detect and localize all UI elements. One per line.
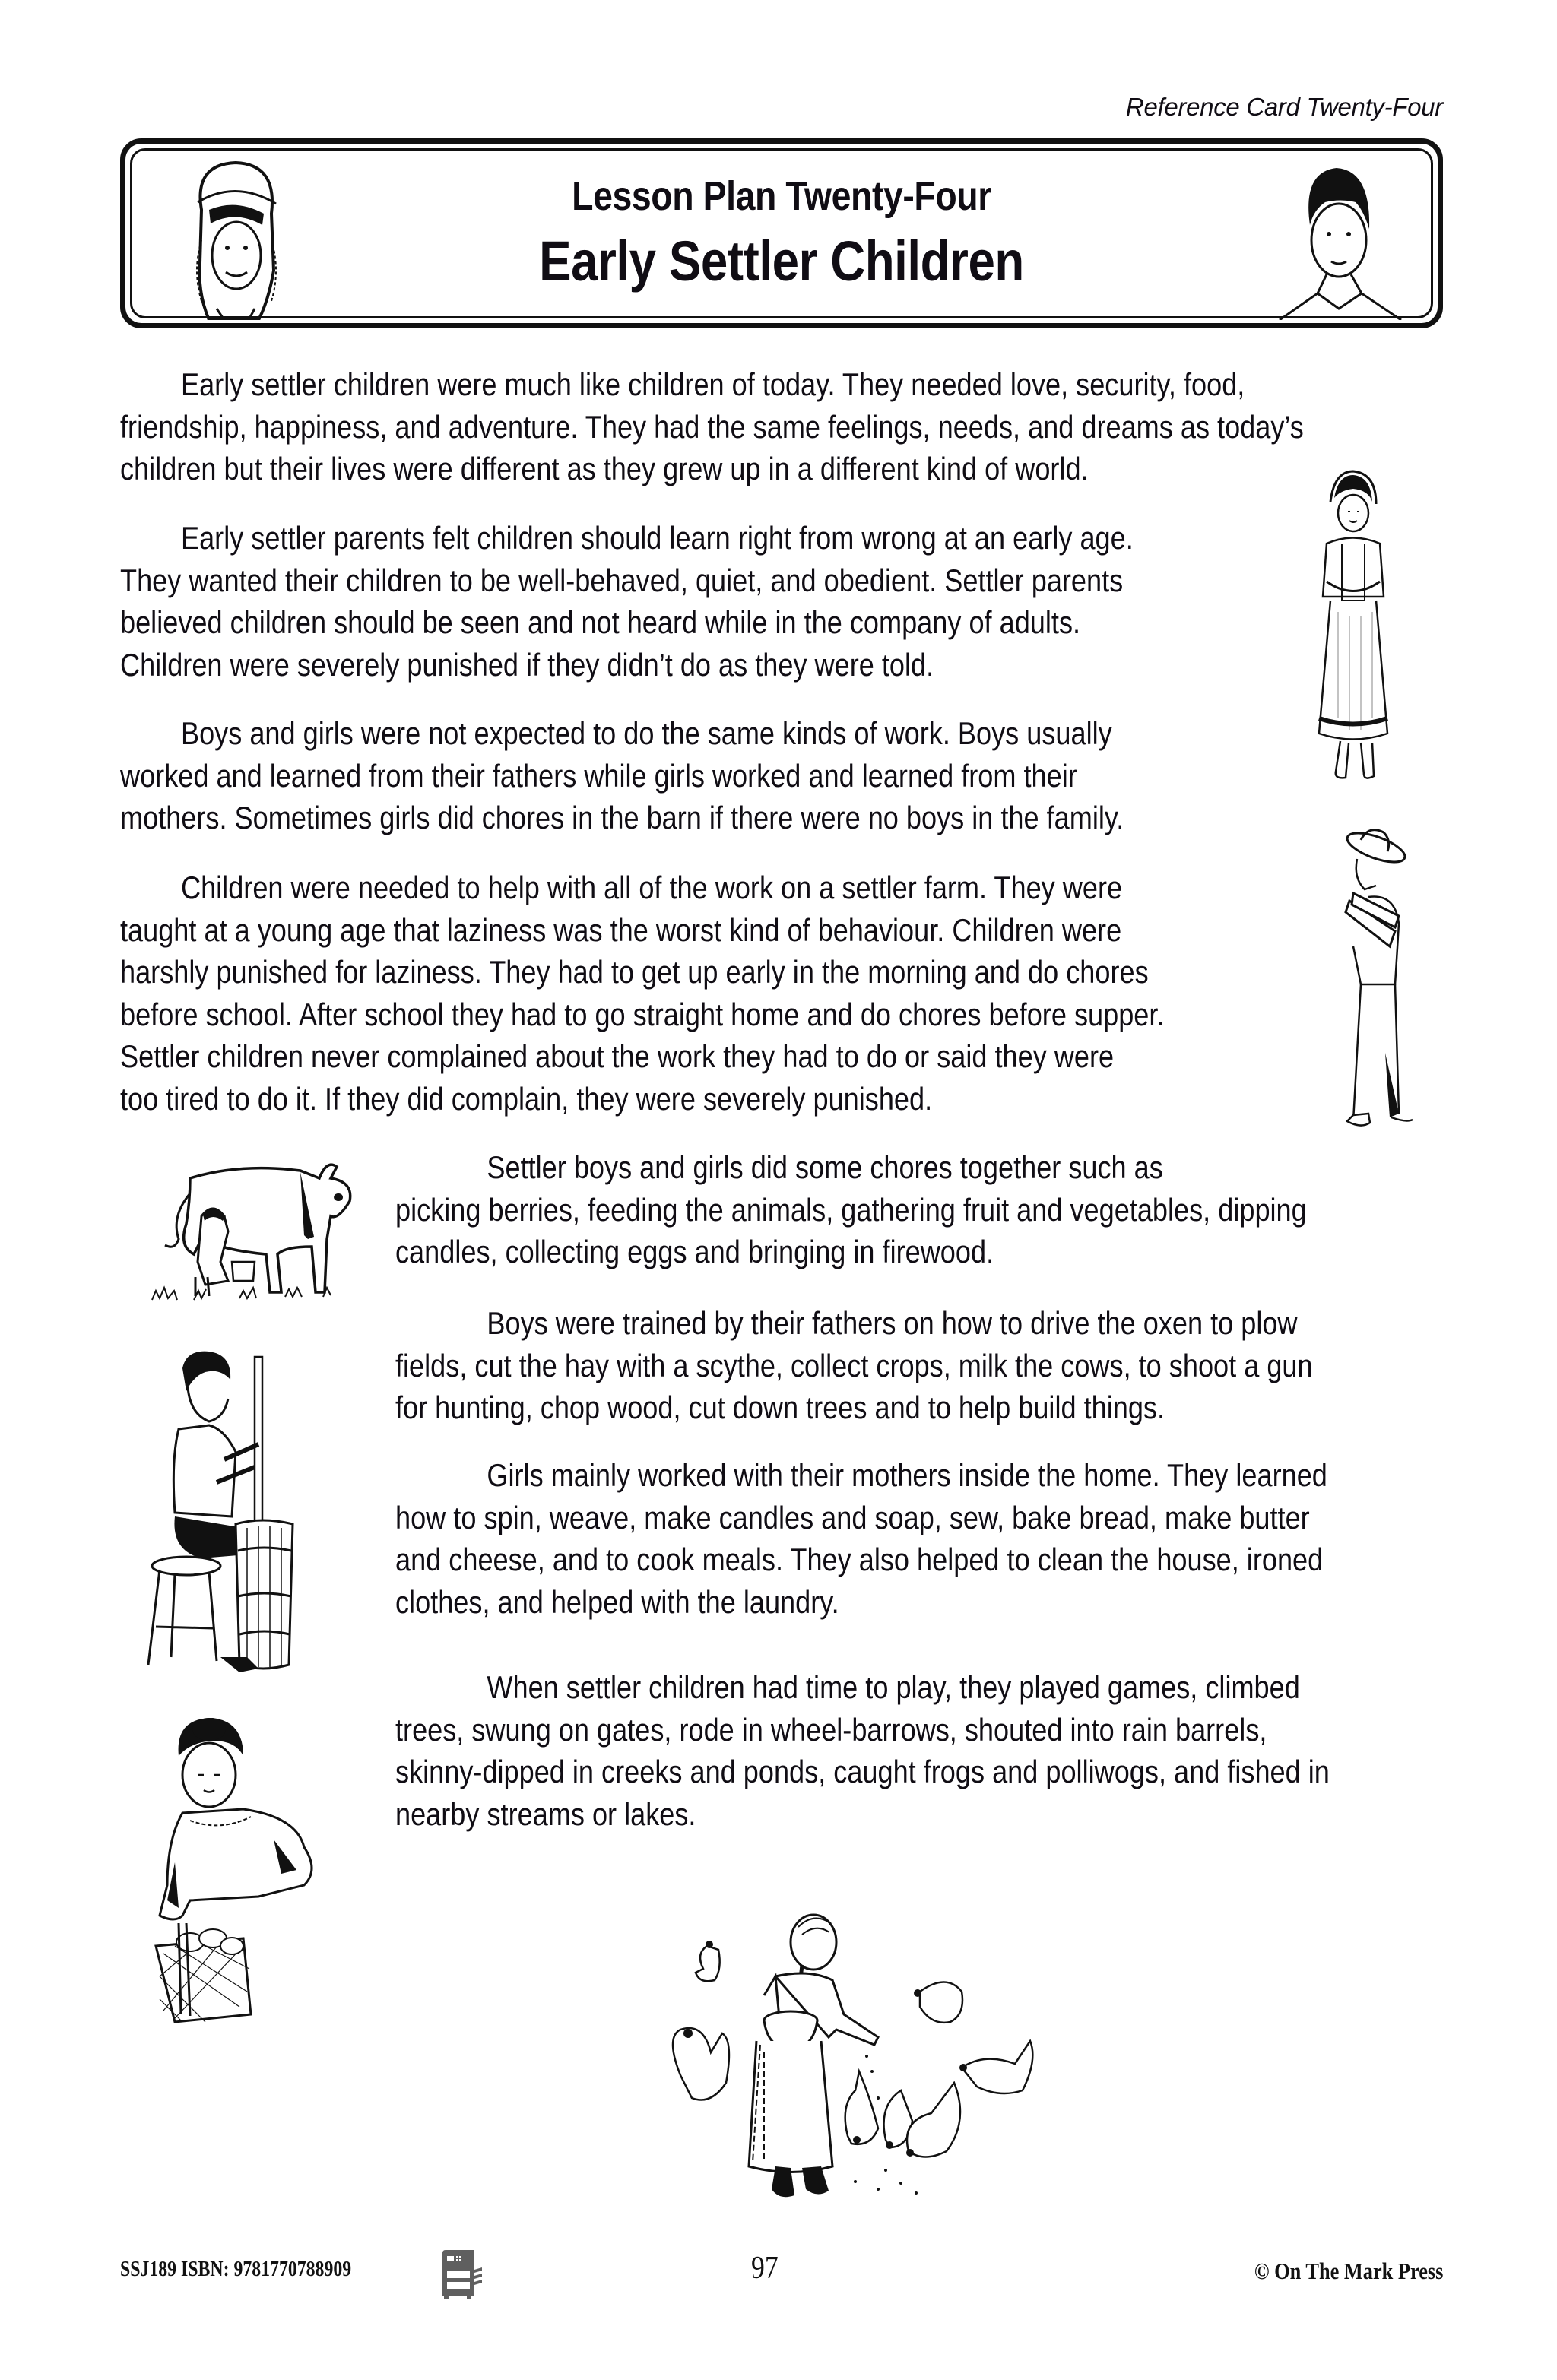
text-line: children but their lives were different as they grew up in a different kind of world. xyxy=(120,451,1089,486)
milking-cow-illustration-icon xyxy=(148,1148,361,1307)
text-line: Children were severely punished if they didn’t do as they were told. xyxy=(120,646,934,683)
text-line: clothes, and helped with the laundry. xyxy=(395,1583,839,1620)
text-line: taught at a young age that laziness was the worst kind of behaviour. Children were xyxy=(120,911,1122,948)
text-line: When settler children had time to play, they played games, climbed xyxy=(487,1669,1300,1705)
text-line: Settler boys and girls did some chores together such as xyxy=(487,1149,1163,1185)
boy-firewood-illustration-icon xyxy=(1323,825,1414,1144)
text-line: harshly punished for laziness. They had to get up early in the morning and do chores xyxy=(120,954,1149,990)
feeding-chickens-illustration-icon xyxy=(650,1908,1045,2212)
text-line: They wanted their children to be well-behaved, quiet, and obedient. Settler parents xyxy=(120,562,1124,598)
girl-standing-illustration-icon xyxy=(1304,467,1403,787)
paragraph-7 xyxy=(395,1454,1327,1623)
text-line: fields, cut the hay with a scythe, collect crops, milk the cows, to shoot a gun xyxy=(395,1347,1313,1383)
text-line: too tired to do it. If they did complain, they were severely punished. xyxy=(120,1080,933,1117)
text-line: Boys and girls were not expected to do the same kinds of work. Boys usually xyxy=(180,715,1112,751)
paragraph-2 xyxy=(120,517,1134,686)
paragraph-3 xyxy=(120,712,1124,839)
text-line: friendship, happiness, and adventure. They had the same feelings, needs, and dreams as today’s xyxy=(120,408,1304,445)
page-number: 97 xyxy=(751,2251,778,2286)
text-line: worked and learned from their fathers while girls worked and learned from their xyxy=(120,757,1077,794)
page-title: Early Settler Children xyxy=(539,230,1024,293)
text-line: picking berries, feeding the animals, gathering fruit and vegetables, dipping xyxy=(395,1191,1307,1228)
text-line: Settler children never complained about the work they had to do or said they were xyxy=(120,1038,1115,1074)
text-line: candles, collecting eggs and bringing in firewood. xyxy=(395,1234,994,1269)
title-banner xyxy=(120,138,1443,328)
text-line: for hunting, chop wood, cut down trees and to help build things. xyxy=(395,1390,1165,1425)
text-line: how to spin, weave, make candles and soap, sew, bake bread, make butter xyxy=(395,1499,1310,1535)
text-line: believed children should be seen and not heard while in the company of adults. xyxy=(120,604,1081,640)
text-line: Boys were trained by their fathers on how to drive the oxen to plow xyxy=(487,1305,1298,1341)
reference-card-label: Reference Card Twenty-Four xyxy=(1125,93,1443,121)
egg-basket-illustration-icon xyxy=(144,1710,327,2030)
text-line: skinny-dipped in creeks and ponds, caught frogs and polliwogs, and fished in xyxy=(395,1754,1330,1789)
text-line: before school. After school they had to go straight home and do chores before supper. xyxy=(120,996,1165,1032)
paragraph-5 xyxy=(395,1146,1307,1273)
paragraph-8 xyxy=(395,1666,1330,1835)
text-line: Girls mainly worked with their mothers inside the home. They learned xyxy=(487,1457,1327,1493)
text-line: and cheese, and to cook meals. They also helped to clean the house, ironed xyxy=(395,1542,1324,1577)
page-footer xyxy=(120,2248,1443,2294)
text-line: nearby streams or lakes. xyxy=(395,1795,696,1832)
paragraph-6 xyxy=(395,1302,1313,1429)
text-line: Early settler children were much like children of today. They needed love, security, food, xyxy=(180,366,1245,402)
text-line: Early settler parents felt children should learn right from wrong at an early age. xyxy=(180,520,1134,556)
photocopier-icon xyxy=(438,2248,484,2300)
text-line: Children were needed to help with all of the work on a settler farm. They were xyxy=(180,870,1123,905)
text-line: mothers. Sometimes girls did chores in the barn if there were no boys in the family. xyxy=(120,800,1124,835)
butter-churn-illustration-icon xyxy=(133,1345,316,1680)
text-line: trees, swung on gates, rode in wheel-barrows, shouted into rain barrels, xyxy=(395,1711,1267,1748)
isbn-label: SSJ189 ISBN: 9781770788909 xyxy=(120,2258,352,2281)
lesson-plan-subtitle: Lesson Plan Twenty-Four xyxy=(572,173,991,219)
paragraph-1 xyxy=(120,363,1304,490)
paragraph-4 xyxy=(120,867,1164,1120)
copyright-label: © On The Mark Press xyxy=(1254,2258,1443,2284)
